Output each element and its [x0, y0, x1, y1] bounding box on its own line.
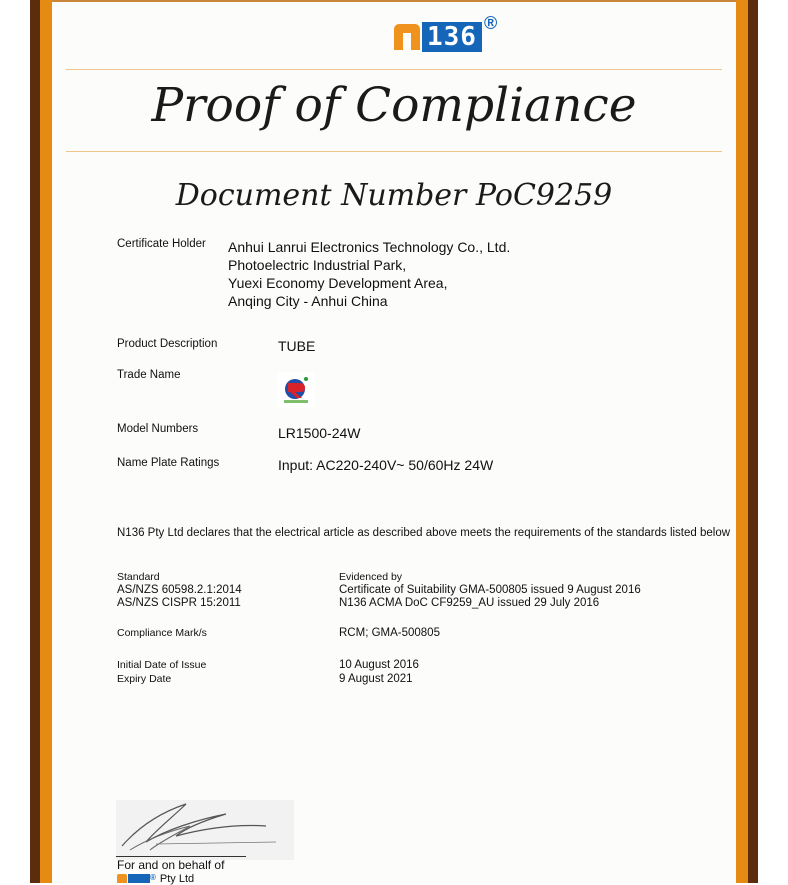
evidence-item: Certificate of Suitability GMA-500805 issued 9 August 2016	[339, 584, 641, 596]
certificate-holder-address	[228, 238, 510, 310]
compliance-marks-label: Compliance Mark/s	[117, 627, 207, 639]
standard-item: AS/NZS 60598.2.1:2014	[117, 584, 242, 596]
left-frame-gold	[40, 0, 52, 883]
initial-date-value: 10 August 2016	[339, 659, 419, 671]
compliance-marks-value: RCM; GMA-500805	[339, 627, 440, 639]
certificate-page	[52, 0, 736, 883]
model-numbers-label: Model Numbers	[117, 423, 199, 435]
logo-n-mark-icon	[394, 24, 420, 50]
product-description-label: Product Description	[117, 338, 218, 350]
evidence-item: N136 ACMA DoC CF9259_AU issued 29 July 2016	[339, 597, 600, 609]
signature-image	[116, 800, 294, 860]
right-frame-dark	[748, 0, 758, 883]
model-numbers-value: LR1500-24W	[278, 425, 361, 441]
footer-company-suffix: Pty Ltd	[159, 873, 195, 885]
footer-logo-number-icon	[128, 874, 150, 883]
holder-line: Anhui Lanrui Electronics Technology Co., Ltd.	[228, 239, 511, 255]
signature-area	[116, 800, 294, 860]
declaration-text: N136 Pty Ltd declares that the electrical article as described above meets the requirements of the standards listed below	[117, 527, 731, 539]
standard-item: AS/NZS CISPR 15:2011	[117, 597, 241, 609]
evidenced-label: Evidenced by	[339, 571, 403, 583]
left-frame-dark	[30, 0, 40, 883]
certificate-holder-label: Certificate Holder	[117, 238, 206, 250]
initial-date-label: Initial Date of Issue	[117, 659, 207, 671]
evidenced-block	[339, 571, 641, 610]
product-description-value: TUBE	[278, 338, 316, 354]
footer-logo-registered-mark: ®	[150, 873, 156, 882]
standards-block	[117, 571, 242, 610]
holder-line: Anqing City - Anhui China	[228, 293, 388, 309]
lanrui-trade-logo-icon	[278, 372, 314, 408]
right-frame-gold	[736, 0, 748, 883]
name-plate-ratings-label: Name Plate Ratings	[117, 457, 220, 469]
expiry-date-label: Expiry Date	[117, 673, 172, 685]
expiry-date-value: 9 August 2021	[339, 673, 413, 685]
on-behalf-text: For and on behalf of	[117, 858, 225, 872]
logo-registered-mark: ®	[483, 13, 498, 33]
page-title: Proof of Compliance	[151, 78, 637, 133]
trade-name-label: Trade Name	[117, 369, 181, 381]
logo-number: 136	[422, 22, 482, 52]
name-plate-ratings-value: Input: AC220-240V~ 50/60Hz 24W	[278, 457, 494, 473]
footer-logo-n-icon	[117, 874, 127, 883]
signature-line	[116, 856, 246, 857]
standards-label: Standard	[117, 571, 160, 583]
document-number: Document Number PoC9259	[175, 178, 613, 213]
n136-logo	[394, 14, 497, 52]
top-border	[52, 0, 736, 2]
holder-line: Photoelectric Industrial Park,	[228, 257, 407, 273]
holder-line: Yuexi Economy Development Area,	[228, 275, 448, 291]
divider-top	[66, 69, 722, 70]
divider-bottom	[66, 151, 722, 152]
